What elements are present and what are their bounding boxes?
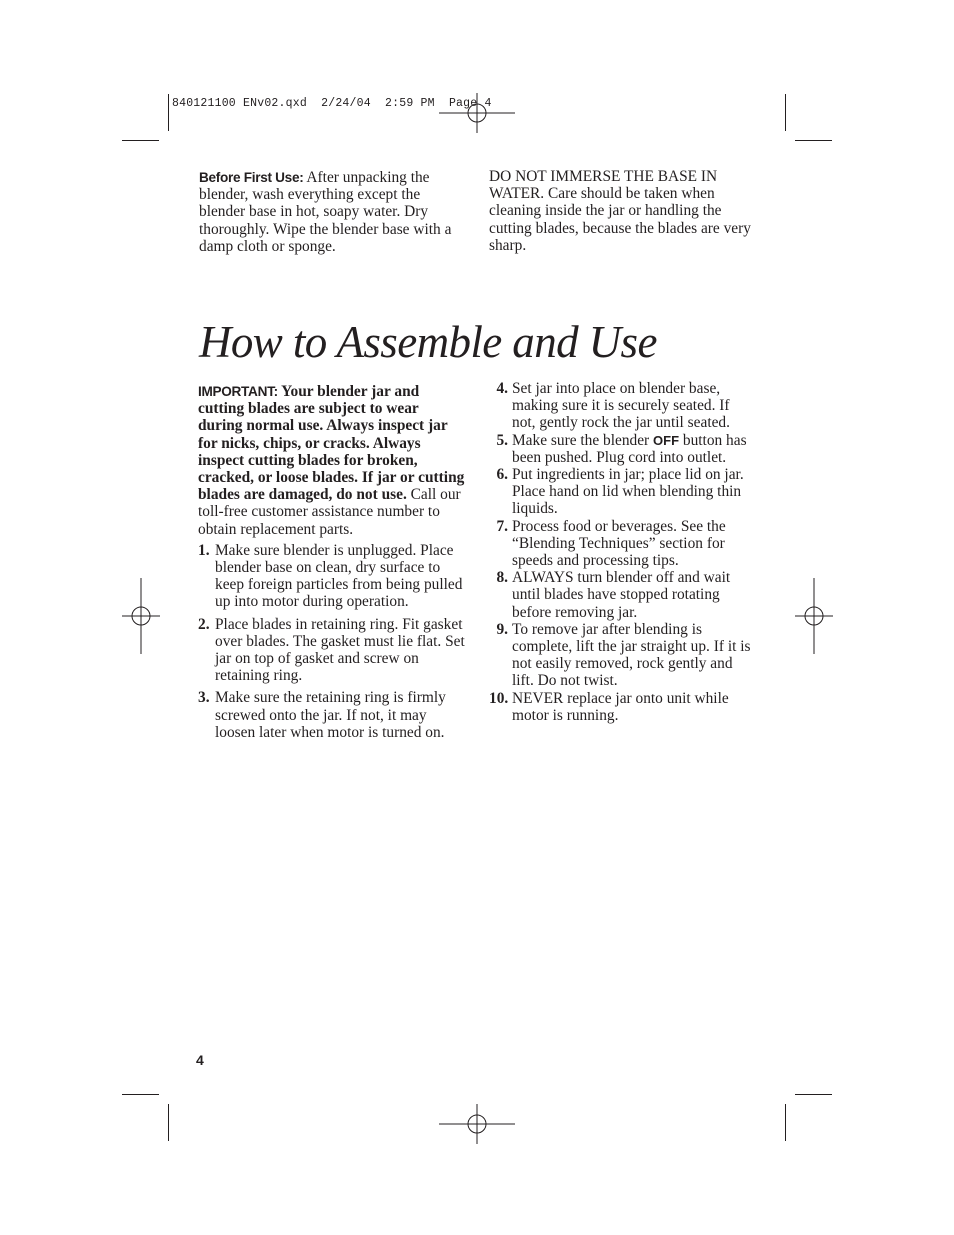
crop-mark [795, 1094, 832, 1095]
important-text: Call our toll-free customer assistance number to obtain replacement parts. [198, 486, 461, 538]
registration-mark-right [795, 578, 833, 654]
crop-mark [122, 140, 159, 141]
section-title: How to Assemble and Use [199, 317, 657, 367]
list-item [489, 690, 753, 724]
step-number: 8. [496, 569, 508, 587]
caution-paragraph: DO NOT IMMERSE THE BASE IN WATER. Care should be taken when cleaning inside the jar or handling the cutting blades, because the blades are very sharp. [489, 168, 751, 254]
list-item [489, 518, 753, 570]
step-number: 4. [496, 380, 508, 397]
step-number: 9. [496, 620, 508, 638]
step-number: 3. [198, 689, 210, 707]
step-text: Put ingredients in jar; place lid on jar. Place hand on lid when blending thin liquids. [512, 466, 744, 518]
list-item [198, 616, 466, 685]
step-text: NEVER replace jar onto unit while motor is running. [512, 689, 729, 724]
steps-list-left [198, 542, 466, 741]
crop-mark [168, 94, 169, 131]
step-text: Place blades in retaining ring. Fit gasket over blades. The gasket must lie flat. Set jar on top of gasket and screw on retaining ring. [215, 615, 465, 685]
before-first-use-label: Before First Use: [199, 170, 304, 185]
important-paragraph [198, 383, 466, 538]
list-item [198, 689, 466, 741]
before-first-use-paragraph [199, 169, 465, 255]
crop-mark [795, 140, 832, 141]
crop-mark [785, 94, 786, 131]
step-number: 7. [496, 517, 508, 535]
right-column [489, 380, 753, 724]
print-slug: 840121100 ENv02.qxd 2/24/04 2:59 PM Page 4 [172, 97, 492, 110]
step-text: Make sure the blender [512, 431, 654, 449]
list-item [489, 466, 753, 518]
list-item [489, 432, 753, 466]
list-item [198, 542, 466, 611]
crop-mark [168, 1104, 169, 1141]
important-warning-text: Your blender jar and cutting blades are subject to wear during normal use. Always inspect jar for nicks, chips, or cracks. Always inspect cutting blades for broken, cracked, or loose blades. If jar or cutting blades are damaged, do not use. [198, 383, 465, 504]
crop-mark [785, 1104, 786, 1141]
step-text: Make sure blender is unplugged. Place blender base on clean, dry surface to keep foreign particles from being pulled up into motor during operation. [215, 541, 463, 611]
before-first-use-text: After unpacking the blender, wash everything except the blender base in hot, soapy water. Dry thoroughly. Wipe the blender base with a damp cloth or sponge. [199, 169, 452, 255]
step-number: 6. [496, 466, 508, 484]
list-item [489, 621, 753, 690]
off-button-word: OFF [653, 432, 680, 448]
registration-mark-bottom [439, 1104, 515, 1144]
step-text: To remove jar after blending is complete, lift the jar straight up. If it is not easily removed, rock gently and lift. Do not twist. [512, 620, 751, 690]
page-number: 4 [196, 1052, 204, 1068]
registration-mark-left [122, 578, 160, 654]
list-item [489, 569, 753, 621]
left-column [198, 383, 466, 741]
step-number: 2. [198, 615, 210, 633]
step-text: Process food or beverages. See the “Blending Techniques” section for speeds and processing tips. [512, 517, 726, 570]
step-text: ALWAYS turn blender off and wait until blades have stopped rotating before removing jar. [512, 569, 731, 621]
steps-list-right [489, 380, 753, 724]
step-number: 10. [489, 689, 509, 707]
list-item [489, 380, 753, 432]
step-text: button has been pushed. Plug cord into outlet. [512, 431, 747, 466]
important-label: IMPORTANT: [198, 384, 278, 399]
step-text: Make sure the retaining ring is firmly screwed onto the jar. If not, it may loosen later when motor is turned on. [215, 689, 446, 741]
step-text: Set jar into place on blender base, making sure it is securely seated. If not, gently rock the jar until seated. [512, 380, 730, 432]
step-number: 5. [496, 431, 508, 449]
step-number: 1. [198, 541, 210, 559]
crop-mark [122, 1094, 159, 1095]
